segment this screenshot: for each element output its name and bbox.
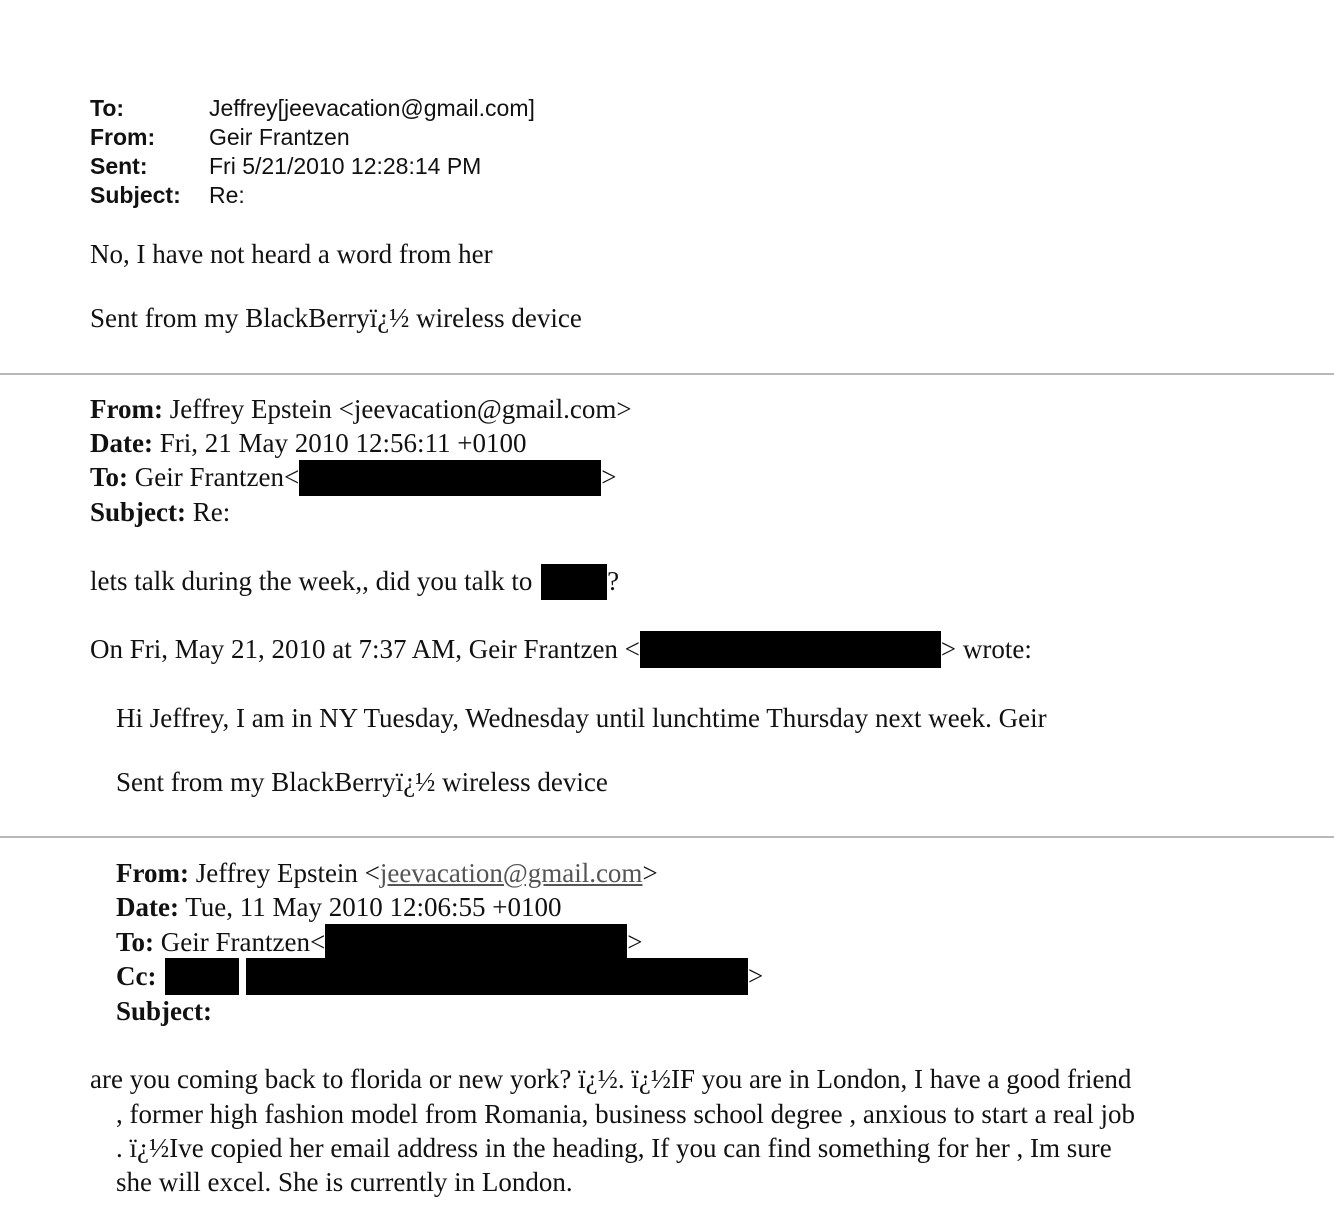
email3-cc-label: Cc: bbox=[116, 961, 157, 991]
divider-1 bbox=[0, 373, 1334, 375]
email2-quote-signature: Sent from my BlackBerryï¿½ wireless device bbox=[116, 767, 608, 797]
email2-from-label: From: bbox=[90, 394, 163, 424]
email2-date-label: Date: bbox=[90, 428, 153, 458]
email3-date-label: Date: bbox=[116, 892, 179, 922]
email3-date-row bbox=[116, 890, 561, 924]
email3-cc-row bbox=[116, 959, 763, 997]
email2-body-post: ? bbox=[607, 566, 620, 596]
email3-to-label: To: bbox=[116, 927, 155, 957]
email2-quote-intro-text: On Fri, May 21, 2010 at 7:37 AM, Geir Frantzen < bbox=[90, 634, 640, 664]
email3-cc-close: > bbox=[747, 961, 764, 991]
redaction-block bbox=[541, 564, 607, 600]
email2-date-row bbox=[90, 426, 526, 460]
email3-body-line-2: , former high fashion model from Romania, business school degree , anxious to start a real job bbox=[116, 1099, 1136, 1129]
email3-subject-label: Subject: bbox=[116, 996, 212, 1026]
email1-sent-row bbox=[90, 152, 535, 181]
email2-subject-value: Re: bbox=[192, 497, 231, 527]
email2-subject-row bbox=[90, 495, 230, 529]
redaction-block bbox=[165, 958, 239, 995]
redaction-block bbox=[246, 958, 748, 995]
email2-to-label: To: bbox=[90, 462, 129, 492]
email2-to-row bbox=[90, 460, 616, 498]
email1-to-value: Jeffrey[jeevacation@gmail.com] bbox=[209, 95, 535, 121]
email3-from-close: > bbox=[642, 858, 658, 888]
email3-body-line-4: she will excel. She is currently in London. bbox=[116, 1167, 573, 1197]
email2-date-value: Fri, 21 May 2010 12:56:11 +0100 bbox=[159, 428, 527, 458]
email1-sent-label: Sent: bbox=[90, 153, 148, 179]
email3-from-value: Jeffrey Epstein < bbox=[195, 858, 380, 888]
email3-subject-row bbox=[116, 994, 212, 1028]
email3-from-label: From: bbox=[116, 858, 189, 888]
divider-2 bbox=[0, 836, 1334, 838]
email1-to-row bbox=[90, 94, 535, 123]
email3-from-row bbox=[116, 856, 658, 890]
email2-from-value: Jeffrey Epstein <jeevacation@gmail.com> bbox=[169, 394, 632, 424]
email3-from-link[interactable]: jeevacation@gmail.com bbox=[379, 858, 643, 888]
email2-quote-intro bbox=[90, 632, 1032, 670]
email1-subject-label: Subject: bbox=[90, 182, 181, 208]
email3-date-value: Tue, 11 May 2010 12:06:55 +0100 bbox=[185, 892, 562, 922]
email2-to-close: > bbox=[601, 462, 617, 492]
redaction-block bbox=[640, 631, 941, 668]
redaction-block bbox=[325, 924, 627, 961]
email1-from-value: Geir Frantzen bbox=[209, 124, 350, 150]
email3-body-line-3: . ï¿½Ive copied her email address in the heading, If you can find something for her , Im sure bbox=[116, 1133, 1112, 1163]
email1-sent-value: Fri 5/21/2010 12:28:14 PM bbox=[209, 153, 482, 179]
email3-to-close: > bbox=[627, 927, 643, 957]
email1-from-label: From: bbox=[90, 124, 156, 150]
email1-subject-row bbox=[90, 181, 535, 210]
email2-quote-intro-post: > wrote: bbox=[940, 634, 1032, 664]
email3-to-value: Geir Frantzen< bbox=[160, 927, 326, 957]
email2-body-text: lets talk during the week,, did you talk to bbox=[90, 566, 533, 596]
email1-header bbox=[90, 94, 535, 210]
email1-subject-value: Re: bbox=[209, 182, 245, 208]
email2-subject-label: Subject: bbox=[90, 497, 186, 527]
email2-from-row bbox=[90, 392, 632, 426]
email2-body bbox=[90, 564, 619, 602]
redaction-block bbox=[299, 460, 601, 496]
email1-to-label: To: bbox=[90, 95, 125, 121]
email1-signature: Sent from my BlackBerryï¿½ wireless device bbox=[90, 303, 582, 333]
email2-quote-body: Hi Jeffrey, I am in NY Tuesday, Wednesday until lunchtime Thursday next week. Geir bbox=[116, 703, 1047, 733]
email3-body-line-1: are you coming back to florida or new york? ï¿½. ï¿½IF you are in London, I have a good friend bbox=[90, 1064, 1132, 1094]
email1-from-row bbox=[90, 123, 535, 152]
email2-to-value: Geir Frantzen< bbox=[134, 462, 300, 492]
email1-body: No, I have not heard a word from her bbox=[90, 239, 493, 269]
